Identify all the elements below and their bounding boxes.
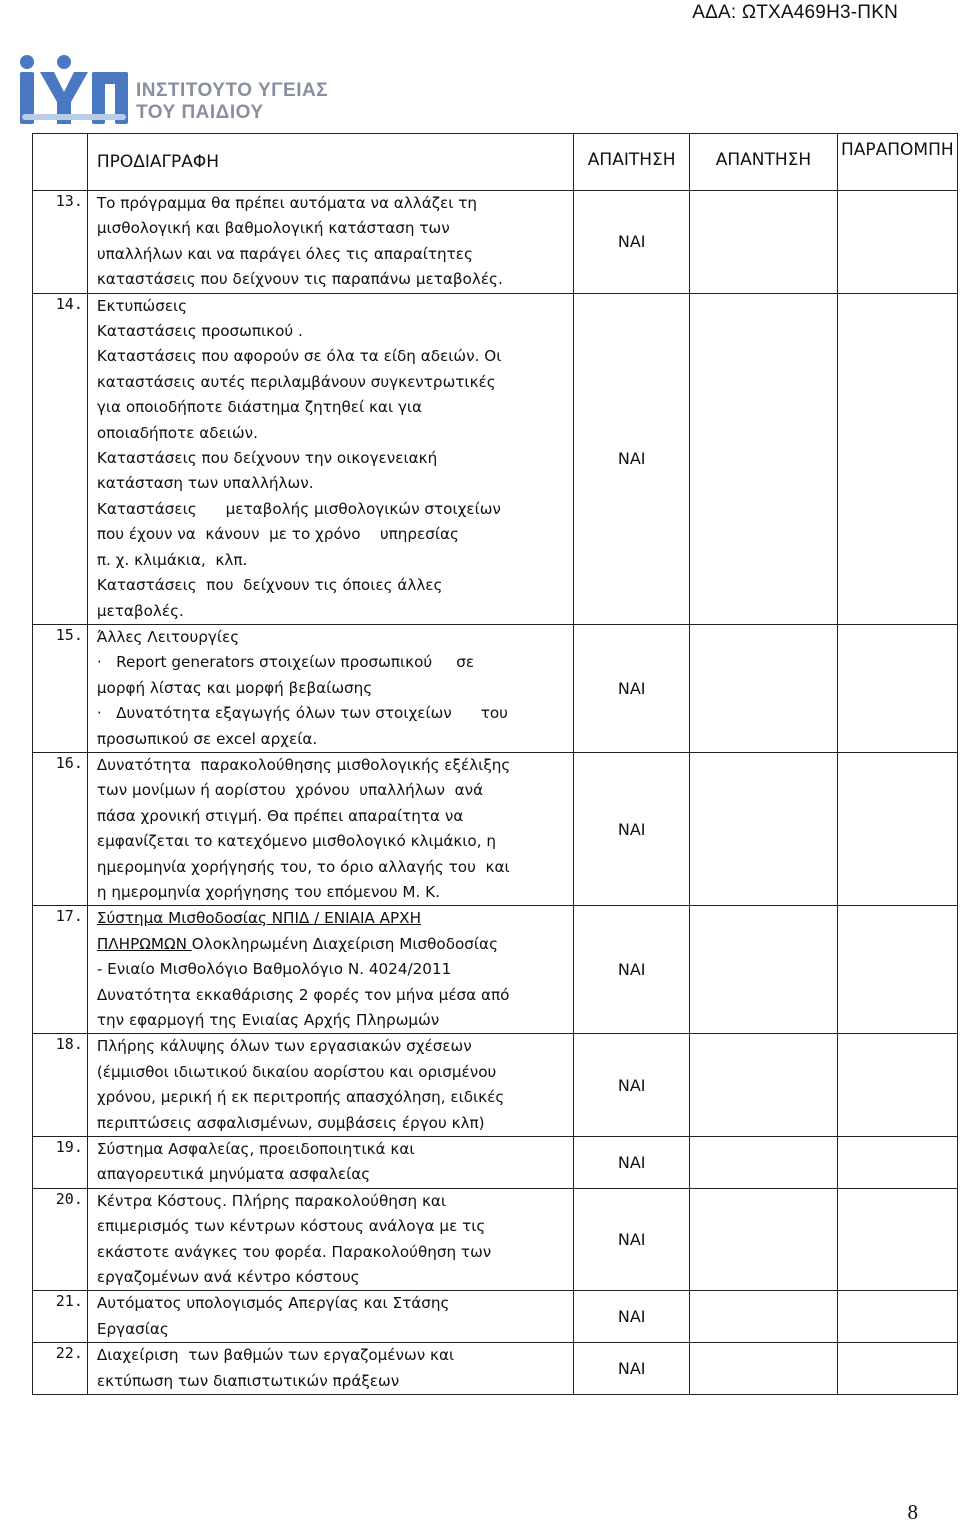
row-requirement: ΝΑΙ — [573, 1137, 689, 1189]
table-row — [33, 752, 958, 905]
table-row — [33, 1137, 958, 1189]
description-line: την εφαρμογή της Ενιαίας Αρχής Πληρωμών — [96, 1011, 440, 1029]
header-ans-cell — [690, 134, 837, 191]
row-number: 16. — [33, 752, 88, 905]
row-answer — [690, 1291, 837, 1343]
description-line: Πλήρης κάλυψης όλων των εργασιακών σχέσεων — [96, 1037, 472, 1056]
description-line: πάσα χρονική στιγμή. Θα πρέπει απαραίτητα να — [96, 806, 464, 825]
row-reference — [837, 624, 957, 752]
row-requirement: ΝΑΙ — [573, 1034, 689, 1137]
row-answer — [690, 906, 837, 1034]
description-line: Εκτυπώσεις — [96, 296, 188, 315]
description-line: εκάστοτε ανάγκες του φορέα. Παρακολούθηση των — [96, 1242, 492, 1261]
description-line: ημερομηνία χορήγησής του, το όριο αλλαγής του και — [96, 857, 510, 876]
description-line: Καταστάσεις προσωπικού . — [96, 322, 303, 341]
description-line: για οποιοδήποτε διάστημα ζητηθεί και για — [96, 398, 423, 417]
description-line: κατάσταση των υπαλλήλων. — [96, 474, 314, 493]
table-row — [33, 191, 958, 294]
description-line: οποιαδήποτε αδειών. — [96, 423, 258, 442]
description-line: απαγορευτικά μηνύματα ασφαλείας — [96, 1165, 371, 1184]
row-description — [87, 906, 573, 1034]
description-line: Σύστημα Ασφαλείας, προειδοποιητικά και — [96, 1140, 415, 1159]
description-line: - Ενιαίο Μισθολόγιο Βαθμολόγιο Ν. 4024/2011 — [96, 960, 452, 979]
ada-code: ΑΔΑ: ΩΤΧΑ469Η3-ΠΚΝ — [692, 2, 898, 23]
row-answer — [690, 293, 837, 624]
row-description — [87, 293, 573, 624]
row-reference — [837, 191, 957, 294]
description-line: εμφανίζεται το κατεχόμενο μισθολογικό κλιμάκιο, η — [96, 832, 496, 851]
row-number: 15. — [33, 624, 88, 752]
description-line: Καταστάσεις που δείχνουν την οικογενειακή — [96, 449, 438, 468]
table-row — [33, 1343, 958, 1395]
description-line: Δυνατότητα εκκαθάρισης 2 φορές τον μήνα μέσα από — [96, 985, 510, 1004]
description-line: · Report generators στοιχείων προσωπικού σε — [96, 653, 475, 672]
row-reference — [837, 1034, 957, 1137]
description-line: Κέντρα Κόστους. Πλήρης παρακολούθηση και — [96, 1191, 447, 1210]
row-number: 14. — [33, 293, 88, 624]
page-number: 8 — [907, 1500, 918, 1524]
description-line: Αυτόματος υπολογισμός Απεργίας και Στάσης — [96, 1294, 450, 1313]
description-line: περιπτώσεις ασφαλισμένων, συμβάσεις έργου κλπ) — [96, 1113, 485, 1132]
row-reference — [837, 293, 957, 624]
row-number: 22. — [33, 1343, 88, 1395]
iyp-logo-icon — [18, 54, 130, 130]
row-requirement: ΝΑΙ — [573, 293, 689, 624]
specification-table — [32, 133, 958, 1395]
description-line: μορφή λίστας και μορφή βεβαίωσης — [96, 678, 373, 697]
row-answer — [690, 191, 837, 294]
description-line: εκτύπωση των διαπιστωτικών πράξεων — [96, 1371, 400, 1390]
row-number: 13. — [33, 191, 88, 294]
table-row — [33, 906, 958, 1034]
description-line: Δυνατότητα παρακολούθησης μισθολογικής εξέλιξης — [96, 755, 511, 774]
row-description — [87, 191, 573, 294]
row-number: 20. — [33, 1188, 88, 1291]
row-description — [87, 1188, 573, 1291]
row-requirement: ΝΑΙ — [573, 1188, 689, 1291]
description-line: επιμερισμός των κέντρων κόστους ανάλογα με τις — [96, 1217, 486, 1236]
description-line: των μονίμων ή αορίστου χρόνου υπαλλήλων ανά — [96, 781, 484, 800]
header-spec: ΠΡΟΔΙΑΓΡΑΦΗ — [96, 152, 220, 172]
description-line: π. χ. κλιμάκια, κλπ. — [96, 550, 248, 569]
description-line: προσωπικού σε excel αρχεία. — [96, 729, 318, 748]
table-row — [33, 1291, 958, 1343]
row-reference — [837, 1137, 957, 1189]
description-line — [97, 932, 573, 957]
row-answer — [690, 1034, 837, 1137]
row-requirement: ΝΑΙ — [573, 752, 689, 905]
row-description — [87, 1291, 573, 1343]
description-line: Διαχείριση των βαθμών των εργαζομένων και — [96, 1346, 455, 1365]
header-spec-cell — [87, 134, 573, 191]
row-description — [87, 624, 573, 752]
row-reference — [837, 1343, 957, 1395]
row-requirement: ΝΑΙ — [573, 624, 689, 752]
row-answer — [690, 624, 837, 752]
row-reference — [837, 1291, 957, 1343]
row-answer — [690, 752, 837, 905]
table-row — [33, 293, 958, 624]
table-body — [33, 191, 958, 1395]
row-reference — [837, 1188, 957, 1291]
row-description — [87, 1343, 573, 1395]
description-line: μισθολογική και βαθμολογική κατάσταση των — [96, 219, 450, 238]
description-underlined-fragment: ΠΛΗΡΩΜΩΝ — [96, 934, 192, 953]
description-line: · Δυνατότητα εξαγωγής όλων των στοιχείων του — [96, 704, 508, 723]
description-line: εργαζομένων ανά κέντρο κόστους — [96, 1268, 360, 1287]
table-row — [33, 1188, 958, 1291]
row-requirement: ΝΑΙ — [573, 1343, 689, 1395]
institute-logo — [18, 52, 348, 132]
description-line: Καταστάσεις που αφορούν σε όλα τα είδη αδειών. Οι — [96, 347, 502, 366]
description-line: Άλλες Λειτουργίες — [96, 627, 240, 646]
row-description — [87, 752, 573, 905]
row-reference — [837, 906, 957, 1034]
description-line: η ημερομηνία χορήγησης του επόμενου Μ. Κ. — [96, 882, 440, 901]
header-req: ΑΠΑΙΤΗΣΗ — [587, 150, 676, 170]
description-line: που έχουν να κάνουν με το χρόνο υπηρεσίας — [96, 525, 459, 544]
description-line: υπαλλήλων και να παράγει όλες τις απαραίτητες — [96, 244, 473, 263]
row-requirement: ΝΑΙ — [573, 906, 689, 1034]
description-line: (έμμισθοι ιδιωτικού δικαίου αορίστου και ορισμένου — [96, 1062, 497, 1081]
table-row — [33, 624, 958, 752]
logo-line-2: ΤΟΥ ΠΑΙΔΙΟΥ — [136, 102, 264, 123]
description-line: Το πρόγραμμα θα πρέπει αυτόματα να αλλάζει τη — [96, 194, 477, 212]
table-header-row — [33, 134, 958, 191]
row-number: 19. — [33, 1137, 88, 1189]
description-line: καταστάσεις που δείχνουν τις παραπάνω μεταβολές. — [96, 270, 503, 289]
description-underlined-line: Σύστημα Μισθοδοσίας ΝΠΙΔ / ΕΝΙΑΙΑ ΑΡΧΗ — [96, 909, 422, 928]
description-fragment: Ολοκληρωμένη Διαχείριση Μισθοδοσίας — [191, 934, 498, 953]
row-reference — [837, 752, 957, 905]
row-requirement: ΝΑΙ — [573, 1291, 689, 1343]
row-answer — [690, 1343, 837, 1395]
description-line: Εργασίας — [96, 1319, 169, 1338]
row-answer — [690, 1188, 837, 1291]
description-line: Καταστάσεις που δείχνουν τις όποιες άλλες — [96, 576, 443, 595]
logo-line-1: ΙΝΣΤΙΤΟΥΤΟ ΥΓΕΙΑΣ — [136, 80, 329, 101]
row-description — [87, 1034, 573, 1137]
row-number: 18. — [33, 1034, 88, 1137]
row-requirement: ΝΑΙ — [573, 191, 689, 294]
header-ans: ΑΠΑΝΤΗΣΗ — [715, 150, 812, 170]
description-line: χρόνου, μερική ή εκ περιτροπής απασχόληση, ειδικές — [96, 1088, 505, 1107]
header-req-cell — [573, 134, 689, 191]
row-number: 17. — [33, 906, 88, 1034]
row-number: 21. — [33, 1291, 88, 1343]
header-rem-cell — [837, 134, 957, 191]
row-description — [87, 1137, 573, 1189]
header-num-cell — [33, 134, 88, 191]
description-line: μεταβολές. — [96, 601, 184, 620]
header-rem: ΠΑΡΑΠΟΜΠΗ — [840, 140, 954, 160]
table-row — [33, 1034, 958, 1137]
row-answer — [690, 1137, 837, 1189]
description-line: καταστάσεις αυτές περιλαμβάνουν συγκεντρωτικές — [96, 372, 496, 391]
description-line: Καταστάσεις μεταβολής μισθολογικών στοιχείων — [96, 499, 501, 518]
